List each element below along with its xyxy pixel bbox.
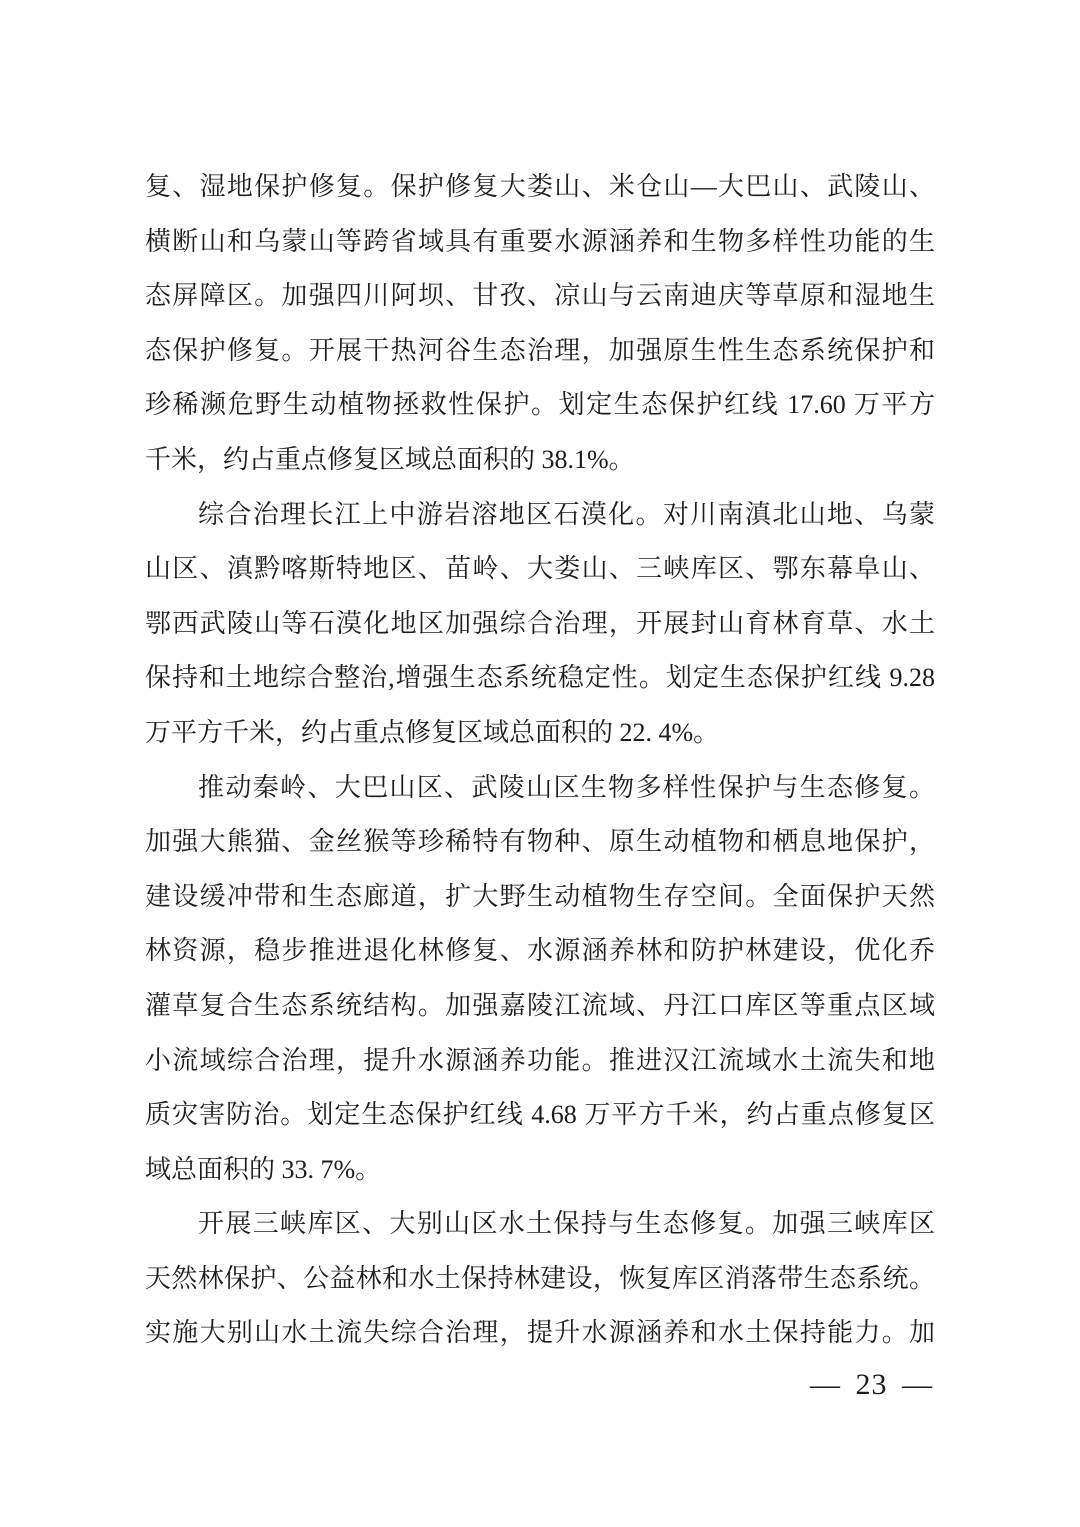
text-line: 保持和土地综合整治,增强生态系统稳定性。划定生态保护红线 9.28 <box>145 663 935 693</box>
text-line: 天然林保护、公益林和水土保持林建设，恢复库区消落带生态系统。 <box>145 1263 935 1293</box>
text-line: 万平方千米，约占重点修复区域总面积的 22. 4%。 <box>145 717 720 747</box>
text-line: 复、湿地保护修复。保护修复大娄山、米仓山—大巴山、武陵山、 <box>145 172 935 201</box>
text-line: 加强大熊猫、金丝猴等珍稀特有物种、原生动植物和栖息地保护， <box>145 827 935 857</box>
text-line: 林资源，稳步推进退化林修复、水源涵养林和防护林建设，优化乔 <box>145 936 935 966</box>
text-line: 鄂西武陵山等石漠化地区加强综合治理，开展封山育林育草、水土 <box>145 608 935 638</box>
paragraph <box>145 1197 935 1361</box>
page-footer <box>810 1358 933 1412</box>
text-line: 推动秦岭、大巴山区、武陵山区生物多样性保护与生态修复。 <box>198 772 935 802</box>
text-line: 千米，约占重点修复区域总面积的 38.1%。 <box>145 444 635 474</box>
text-line: 质灾害防治。划定生态保护红线 4.68 万平方千米，约占重点修复区 <box>145 1100 935 1130</box>
text-line: 横断山和乌蒙山等跨省域具有重要水源涵养和生物多样性功能的生 <box>145 226 935 256</box>
document-body <box>145 160 935 1361</box>
text-line: 山区、滇黔喀斯特地区、苗岭、大娄山、三峡库区、鄂东幕阜山、 <box>145 554 935 584</box>
text-line: 灌草复合生态系统结构。加强嘉陵江流域、丹江口库区等重点区域 <box>145 990 935 1020</box>
text-line: 态屏障区。加强四川阿坝、甘孜、凉山与云南迪庆等草原和湿地生 <box>145 281 935 311</box>
text-line: 珍稀濒危野生动植物拯救性保护。划定生态保护红线 17.60 万平方 <box>145 390 935 420</box>
text-line: 综合治理长江上中游岩溶地区石漠化。对川南滇北山地、乌蒙 <box>198 499 935 529</box>
text-line: 实施大别山水土流失综合治理，提升水源涵养和水土保持能力。加 <box>145 1318 935 1348</box>
text-line: 域总面积的 33. 7%。 <box>145 1154 382 1184</box>
page-number: — 23 — <box>810 1368 933 1401</box>
paragraph <box>145 160 935 488</box>
text-line: 开展三峡库区、大别山区水土保持与生态修复。加强三峡库区 <box>198 1209 935 1239</box>
text-line: 小流域综合治理，提升水源涵养功能。推进汉江流域水土流失和地 <box>145 1045 935 1075</box>
text-line: 建设缓冲带和生态廊道，扩大野生动植物生存空间。全面保护天然 <box>145 881 935 911</box>
text-line: 态保护修复。开展干热河谷生态治理，加强原生性生态系统保护和 <box>145 335 935 365</box>
paragraph <box>145 488 935 761</box>
paragraph <box>145 761 935 1198</box>
